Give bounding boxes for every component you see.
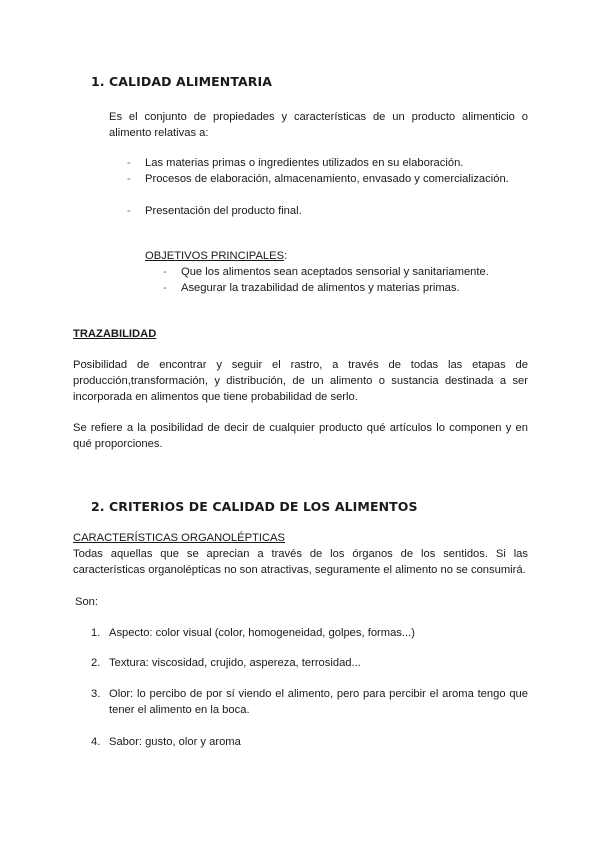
list-item: Sabor: gusto, olor y aroma bbox=[109, 736, 241, 748]
traceability-title: TRAZABILIDAD bbox=[73, 328, 157, 340]
objective-item: Asegurar la trazabilidad de alimentos y materias primas. bbox=[181, 282, 460, 294]
objectives-colon: : bbox=[284, 250, 288, 262]
organoleptic-subtitle: CARACTERÍSTICAS ORGANOLÉPTICAS bbox=[73, 532, 285, 544]
list-dash: - bbox=[127, 157, 131, 169]
section-1-number: 1. bbox=[91, 74, 105, 89]
section-2-title: CRITERIOS DE CALIDAD DE LOS ALIMENTOS bbox=[109, 499, 418, 514]
list-dash: - bbox=[127, 205, 131, 217]
item-number: 4. bbox=[91, 736, 101, 748]
section-1-heading bbox=[91, 74, 272, 89]
list-dash: - bbox=[163, 266, 167, 278]
son-label: Son: bbox=[75, 596, 99, 608]
objective-item: Que los alimentos sean aceptados sensorial y sanitariamente. bbox=[181, 266, 489, 278]
objectives-heading bbox=[145, 248, 287, 264]
item-number: 3. bbox=[91, 688, 101, 700]
list-item: Procesos de elaboración, almacenamiento, envasado y comercialización. bbox=[145, 173, 509, 185]
section-1-intro: Es el conjunto de propiedades y características de un producto alimenticio o alimento relativas a: bbox=[109, 111, 528, 139]
section-2-number: 2. bbox=[91, 499, 105, 514]
list-item: Presentación del producto final. bbox=[145, 205, 302, 217]
list-dash: - bbox=[163, 282, 167, 294]
traceability-paragraph-2: Se refiere a la posibilidad de decir de cualquier producto qué artículos lo componen y en qué proporciones. bbox=[73, 422, 528, 450]
section-2-heading bbox=[91, 499, 418, 514]
organoleptic-intro: Todas aquellas que se aprecian a través de los órganos de los sentidos. Si las características organolépticas no son atractivas, seguramente el alimento no se consumirá. bbox=[73, 548, 528, 576]
item-number: 2. bbox=[91, 657, 101, 669]
list-item: Textura: viscosidad, crujido, aspereza, terrosidad... bbox=[109, 657, 361, 669]
section-1-title: CALIDAD ALIMENTARIA bbox=[109, 74, 273, 89]
traceability-paragraph-1: Posibilidad de encontrar y seguir el rastro, a través de todas las etapas de producción,transformación, y distribución, de un alimento o sustancia destinada a ser incorporada en alimentos que tiene probabilidad de serlo. bbox=[73, 359, 528, 403]
item-number: 1. bbox=[91, 627, 101, 639]
list-item: Olor: lo percibo de por sí viendo el alimento, pero para percibir el aroma tengo que tener el alimento en la boca. bbox=[109, 688, 528, 716]
objectives-label: OBJETIVOS PRINCIPALES bbox=[145, 250, 285, 262]
list-item: Las materias primas o ingredientes utilizados en su elaboración. bbox=[145, 157, 464, 169]
list-dash: - bbox=[127, 173, 131, 185]
list-item: Aspecto: color visual (color, homogeneidad, golpes, formas...) bbox=[109, 627, 415, 639]
